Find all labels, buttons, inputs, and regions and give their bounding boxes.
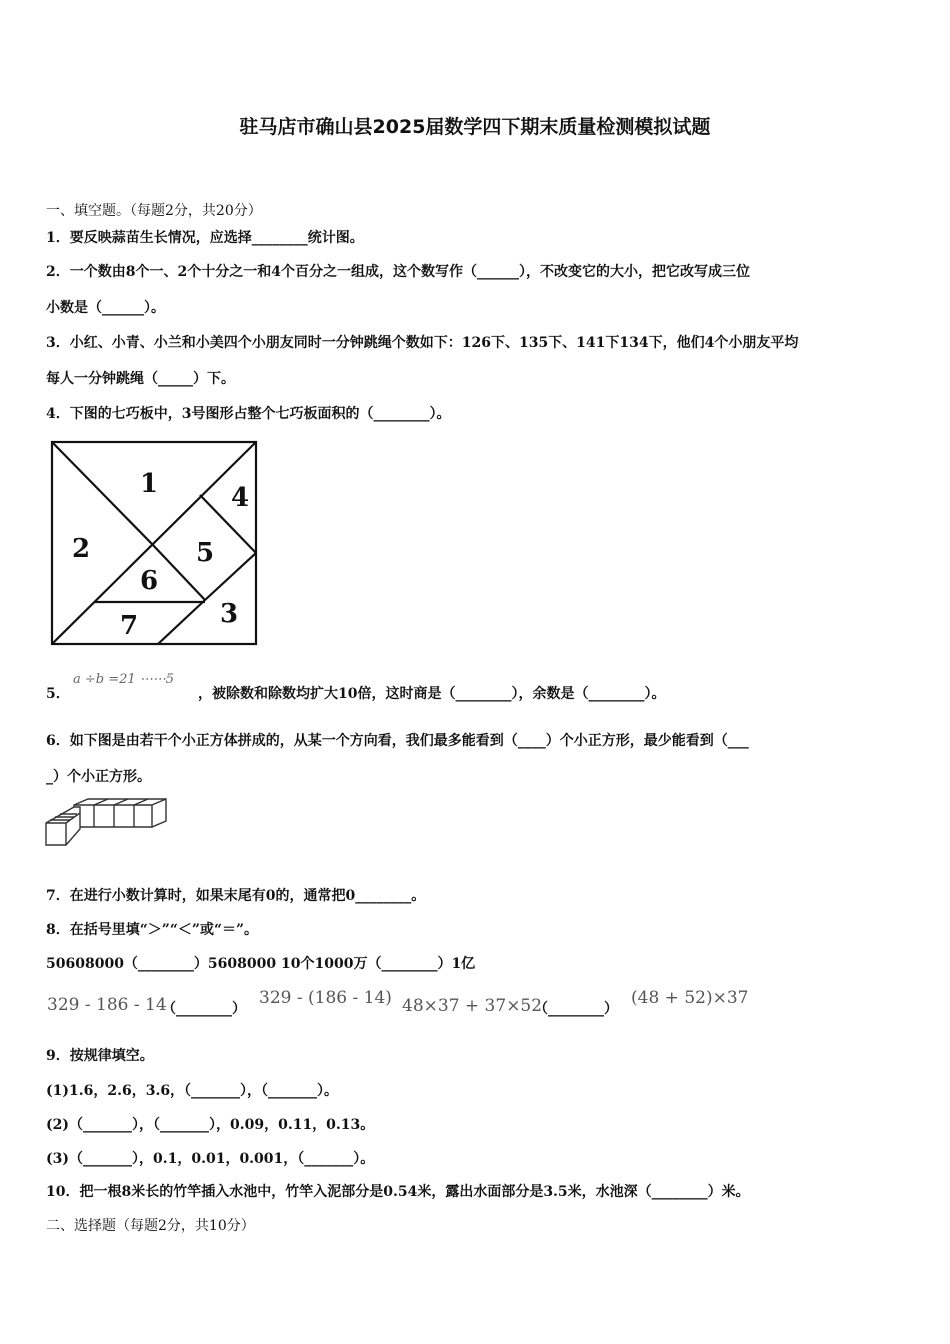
tangram-label-5: 5 <box>196 538 215 568</box>
question-4: 4．下图的七巧板中，3号图形占整个七巧板面积的（________）。 <box>46 406 451 422</box>
question-3-line1: 3．小红、小青、小兰和小美四个小朋友同时一分钟跳绳个数如下：126下、135下、141下134下，他们4个小朋友平均 <box>46 335 799 351</box>
tangram-label-3: 3 <box>220 599 239 629</box>
question-5-formula: a ÷b =21 ⋯⋯5 <box>73 672 175 687</box>
tangram-label-2: 2 <box>72 534 91 564</box>
question-9-part2: (2)（_______），（_______），0.09，0.11，0.13。 <box>46 1117 375 1133</box>
question-2-line1: 2．一个数由8个一、2个十分之一和4个百分之一组成，这个数写作（______），不改变它的大小，把它改写成三位 <box>46 264 750 280</box>
tangram-label-1: 1 <box>140 469 159 499</box>
tangram-edge <box>158 600 205 644</box>
tangram-label-7: 7 <box>120 611 139 641</box>
tangram-label-6: 6 <box>140 566 159 596</box>
question-9-part1: (1)1.6，2.6，3.6，（_______），（_______）。 <box>46 1083 339 1099</box>
question-6-line2: _）个小正方形。 <box>46 769 151 785</box>
tangram-edge <box>52 442 152 544</box>
cube-stack-figure <box>44 797 172 849</box>
blank-2: （________） <box>534 1001 618 1017</box>
question-9-part3: (3)（_______），0.1，0.01，0.001，（_______）。 <box>46 1151 375 1167</box>
tangram-label-4: 4 <box>231 483 250 513</box>
question-10: 10．把一根8米长的竹竿插入水池中，竹竿入泥部分是0.54米，露出水面部分是3.5米，水池深（________）米。 <box>46 1184 750 1200</box>
question-5-number: 5． <box>46 686 70 702</box>
question-3-line2: 每人一分钟跳绳（_____）下。 <box>46 371 235 387</box>
question-8-line1: 50608000（________）5608000 10个1000万（________）1亿 <box>46 956 476 972</box>
section-heading-fill-blank: 一、填空题。（每题2分，共20分） <box>46 203 262 219</box>
expr-48plus52-x37: (48 + 52)×37 <box>631 988 749 1008</box>
blank-1: （________） <box>162 1001 246 1017</box>
question-9: 9．按规律填空。 <box>46 1048 154 1064</box>
question-5-text: ，被除数和除数均扩大10倍，这时商是（________），余数是（________）。 <box>198 686 666 702</box>
question-8: 8．在括号里填“＞”“＜”或“＝”。 <box>46 922 259 938</box>
question-6-line1: 6．如下图是由若干个小正方体拼成的，从某一个方向看，我们最多能看到（____）个小正方形，最少能看到（___ <box>46 733 749 749</box>
question-1: 1．要反映蒜苗生长情况，应选择________统计图。 <box>46 230 364 246</box>
expr-329-paren: 329 - (186 - 14) <box>259 988 392 1008</box>
expr-48x37-plus: 48×37 + 37×52 <box>402 996 543 1016</box>
question-2-line2: 小数是（______）。 <box>46 300 165 316</box>
page-title: 驻马店市确山县2025届数学四下期末质量检测模拟试题 <box>239 116 711 138</box>
expr-329-186-14: 329 - 186 - 14 <box>47 995 167 1015</box>
question-7: 7．在进行小数计算时，如果末尾有0的，通常把0________。 <box>46 888 426 904</box>
section-heading-choice: 二、选择题（每题2分，共10分） <box>46 1218 255 1234</box>
tangram-figure <box>50 440 260 648</box>
